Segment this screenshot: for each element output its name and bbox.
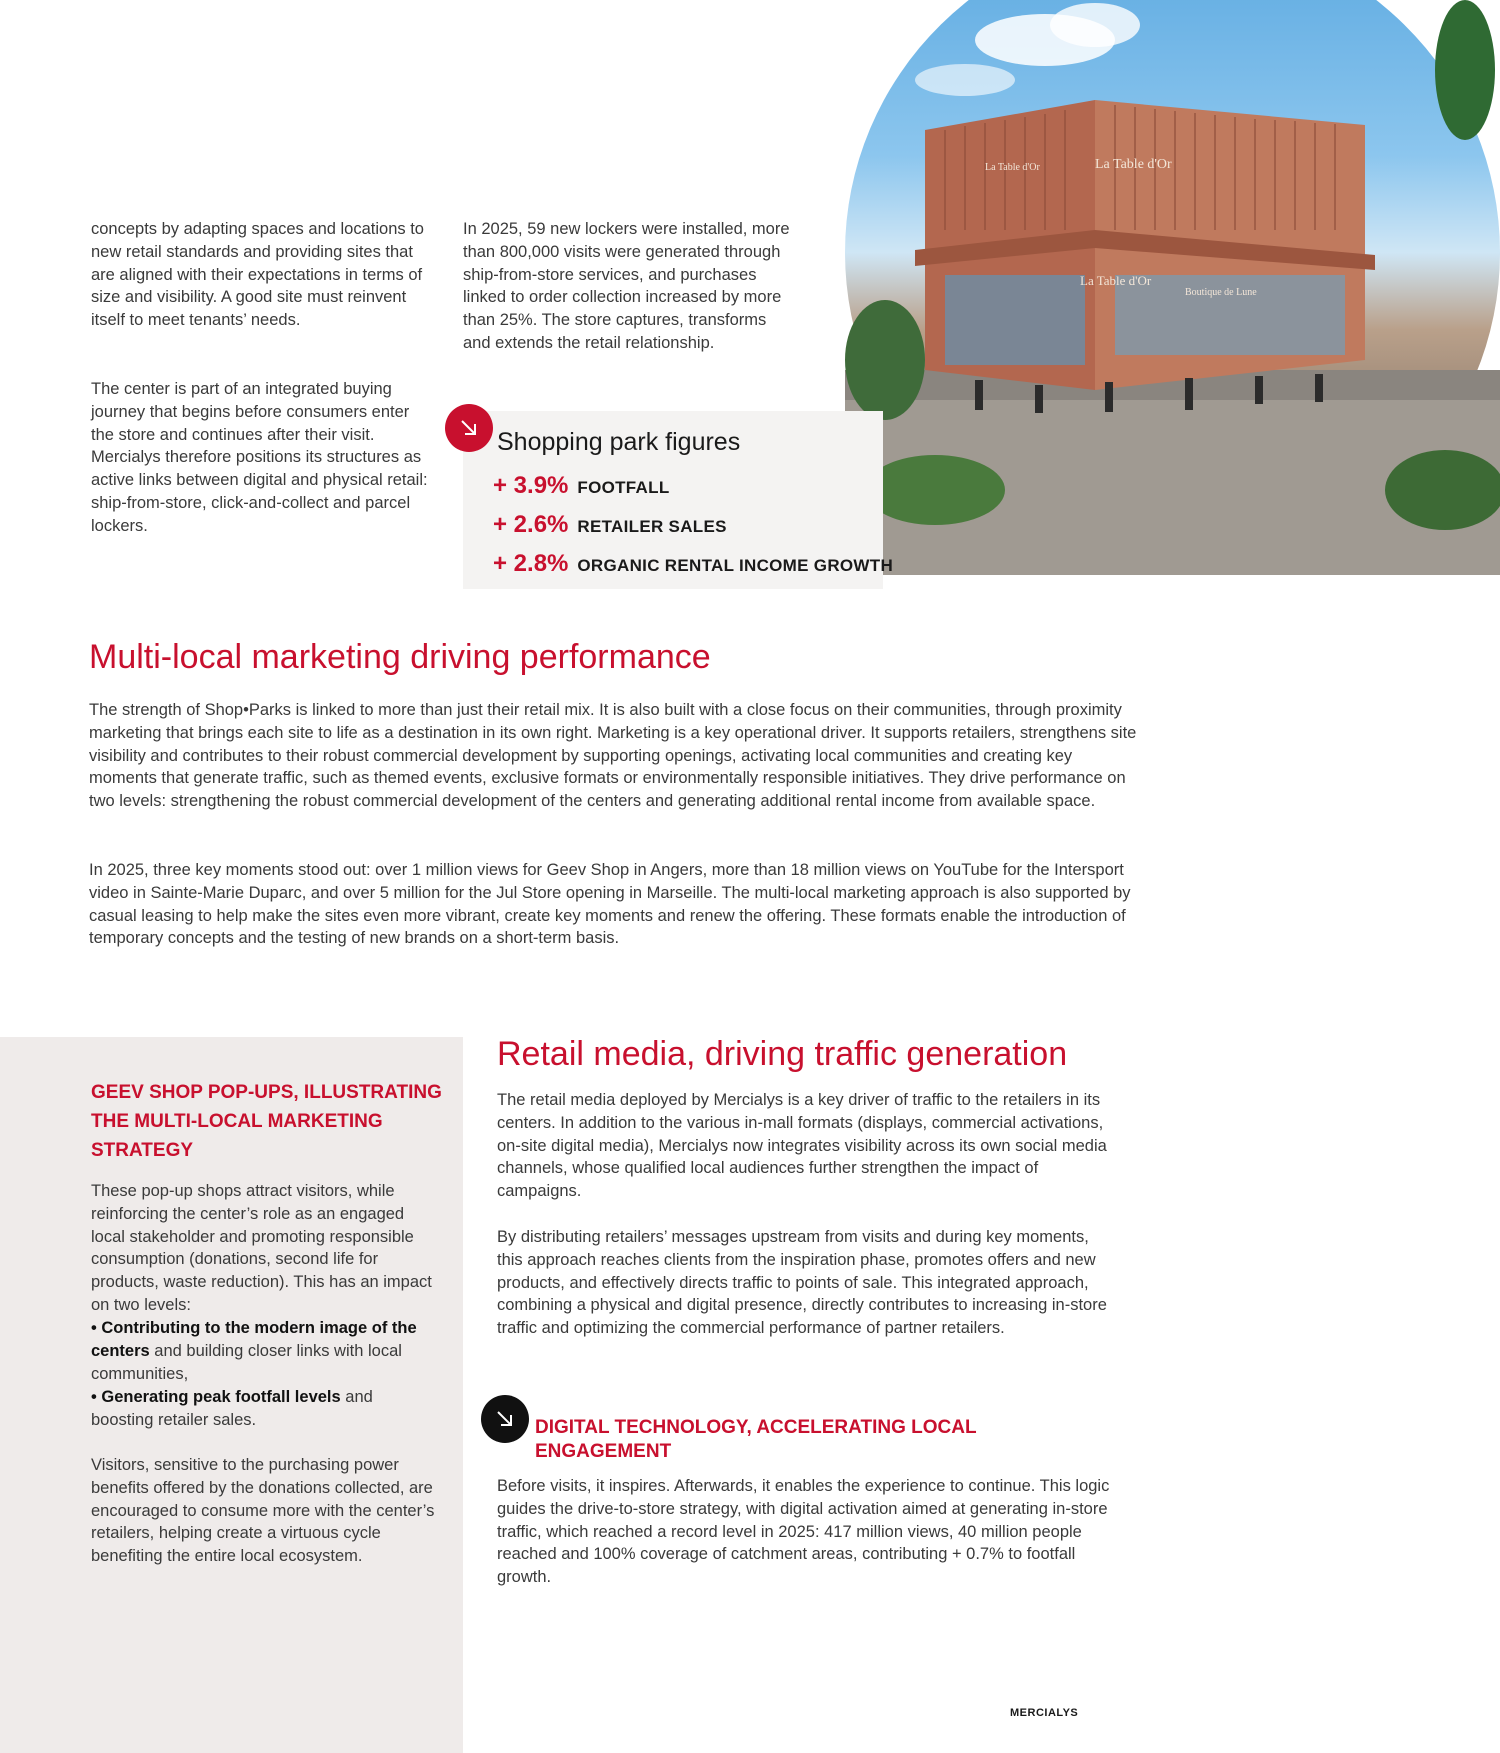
geev-bullet-1 (91, 1317, 436, 1385)
marketing-para1: The strength of Shop•Parks is linked to more than just their retail mix. It is also built with a close focus on their communities, through proximity marketing that brings each site to life as a destination in its own right. Marketing is a key operational driver. It supports retailers, strengthens site visibility and contributes to their robust commercial development by supporting openings, activating local communities and creating key moments that generate traffic, such as themed events, exclusive formats or environmentally responsible initiatives. They drive performance on two levels: strengthening the robust commercial development of the centers and generating additional rental income from available space. (89, 701, 1137, 811)
sign-text: Boutique de Lune (1185, 287, 1257, 298)
geev-bullet-2-bold: • Generating peak footfall levels (91, 1388, 341, 1406)
marketing-heading: Multi-local marketing driving performance (89, 638, 711, 676)
figure-value: + 2.8% (493, 550, 569, 577)
figure-row (493, 550, 893, 586)
arrow-down-right-icon (481, 1395, 529, 1443)
figure-label: FOOTFALL (577, 478, 670, 497)
sign-text: La Table d'Or (985, 162, 1040, 173)
geev-bullet-2 (91, 1386, 436, 1432)
geev-bullet-2-rest: and boosting retailer sales. (91, 1388, 373, 1429)
arrow-down-right-icon (445, 404, 493, 452)
digital-para: Before visits, it inspires. Afterwards, it enables the experience to continue. This logic guides the drive-to-store strategy, with digital activation aimed at generating in-store traffic, which reached a record level in 2025: 417 million views, 40 million people reached and 100% coverage of catchment areas, contributing + 0.7% to footfall growth. (497, 1477, 1110, 1587)
digital-title: DIGITAL TECHNOLOGY, ACCELERATING LOCAL ENGAGEMENT (535, 1417, 977, 1462)
geev-para2: Visitors, sensitive to the purchasing power benefits offered by the donations collected, are encouraged to consume more with the center’s retailers, helping create a virtuous cycle benefiting the entire local ecosystem. (91, 1456, 435, 1566)
figure-row (493, 472, 670, 508)
geev-title: GEEV SHOP POP-UPS, ILLUSTRATING THE MULTI-LOCAL MARKETING STRATEGY (91, 1082, 442, 1161)
sign-text: La Table d'Or (1080, 273, 1152, 288)
shopping-park-photo (845, 0, 1500, 575)
figure-value: + 3.9% (493, 472, 569, 499)
intro-col1-para1: concepts by adapting spaces and locations to new retail standards and providing sites that are aligned with their expectations in terms of size and visibility. A good site must reinvent itself to meet tenants’ needs. (91, 220, 424, 330)
retail-media-para2: By distributing retailers’ messages upstream from visits and during key moments, this approach reaches clients from the inspiration phase, promotes offers and new products, and effectively directs traffic to points of sale. This integrated approach, combining a physical and digital presence, directly contributes to increasing in-store traffic and optimizing the commercial performance of partner retailers. (497, 1228, 1107, 1338)
figure-row (493, 511, 727, 547)
marketing-para2: In 2025, three key moments stood out: over 1 million views for Geev Shop in Angers, more than 18 million views on YouTube for the Intersport video in Sainte-Marie Duparc, and over 5 million for the Jul Store opening in Marseille. The multi-local marketing approach is also supported by casual leasing to help make the sites even more vibrant, create key moments and renew the offering. These formats enable the introduction of temporary concepts and the testing of new brands on a short-term basis. (89, 861, 1131, 948)
figure-label: ORGANIC RENTAL INCOME GROWTH (577, 556, 894, 575)
retail-media-para1: The retail media deployed by Mercialys is a key driver of traffic to the retailers in its centers. In addition to the various in-mall formats (displays, commercial activations, on-site digital media), Mercialys now integrates visibility across its own social media channels, whose qualified local audiences further strengthen the impact of campaigns. (497, 1091, 1107, 1201)
intro-col1-para2: The center is part of an integrated buying journey that begins before consumers enter the store and continues after their visit. Mercialys therefore positions its structures as active links between digital and physical retail: ship-from-store, click-and-collect and parcel lockers. (91, 380, 428, 535)
figure-label: RETAILER SALES (577, 517, 727, 536)
figures-title: Shopping park figures (497, 428, 741, 456)
geev-para1: These pop-up shops attract visitors, while reinforcing the center’s role as an engaged local stakeholder and promoting responsible consumption (donations, second life for products, waste reduction). This has an impact on two levels: (91, 1182, 432, 1314)
retail-media-heading: Retail media, driving traffic generation (497, 1035, 1068, 1073)
geev-bullet-1-bold: • Contributing to the modern image of the centers (91, 1319, 417, 1360)
sign-text: La Table d'Or (1095, 157, 1172, 172)
geev-bullet-1-rest: and building closer links with local communities, (91, 1341, 402, 1383)
figure-value: + 2.6% (493, 511, 569, 538)
shopping-park-illustration (845, 0, 1500, 575)
intro-col2-para1: In 2025, 59 new lockers were installed, more than 800,000 visits were generated through ship-from-store services, and purchases linked to order collection increased by more than 25%. The store captures, transforms and extends the retail relationship. (463, 220, 790, 352)
mercialys-logo: MERCIALYS (1010, 1707, 1079, 1719)
